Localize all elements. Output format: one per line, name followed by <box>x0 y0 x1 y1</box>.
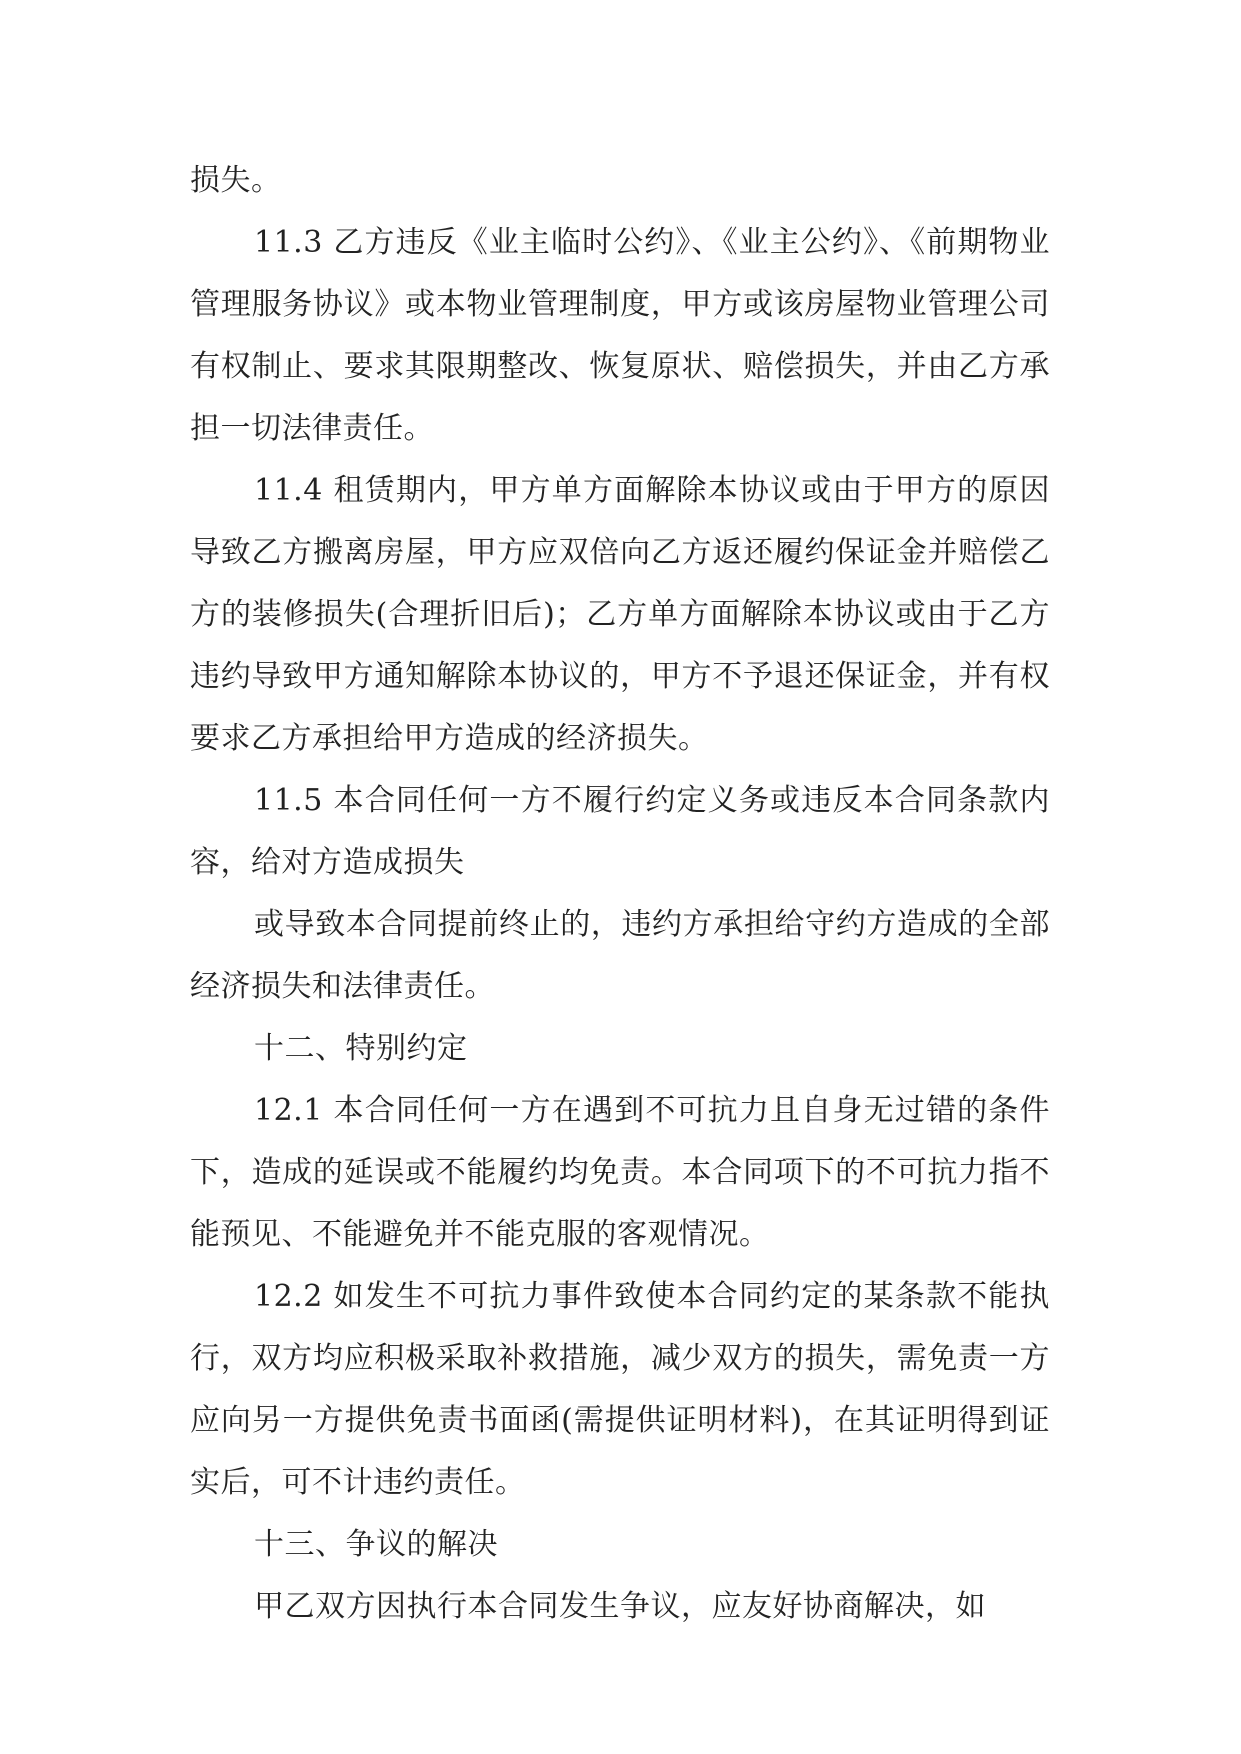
paragraph-11-4: 11.4 租赁期内，甲方单方面解除本协议或由于甲方的原因导致乙方搬离房屋，甲方应双倍向乙方返还履约保证金并赔偿乙方的装修损失(合理折旧后)；乙方单方面解除本协议或由于乙方违约导致甲方通知解除本协议的，甲方不予退还保证金，并有权要求乙方承担给甲方造成的经济损失。 <box>190 473 1050 756</box>
paragraph-12-2: 12.2 如发生不可抗力事件致使本合同约定的某条款不能执行，双方均应积极采取补救措施，减少双方的损失，需免责一方应向另一方提供免责书面函(需提供证明材料)，在其证明得到证实后，可不计违约责任。 <box>190 1279 1050 1500</box>
section-heading-12: 十二、特别约定 <box>254 1031 468 1066</box>
paragraph-11-5-continued: 或导致本合同提前终止的，违约方承担给守约方造成的全部经济损失和法律责任。 <box>190 907 1050 1004</box>
section-heading-13: 十三、争议的解决 <box>254 1527 498 1562</box>
paragraph-12-1: 12.1 本合同任何一方在遇到不可抗力且自身无过错的条件下，造成的延误或不能履约均免责。本合同项下的不可抗力指不能预见、不能避免并不能克服的客观情况。 <box>190 1093 1050 1252</box>
document-body <box>190 150 1050 1638</box>
paragraph-loss-end: 损失。 <box>190 163 282 198</box>
paragraph-11-3: 11.3 乙方违反《业主临时公约》、《业主公约》、《前期物业管理服务协议》或本物业管理制度，甲方或该房屋物业管理公司有权制止、要求其限期整改、恢复原状、赔偿损失，并由乙方承担一切法律责任。 <box>190 225 1050 446</box>
paragraph-13-dispute: 甲乙双方因执行本合同发生争议，应友好协商解决，如 <box>254 1589 986 1624</box>
paragraph-11-5: 11.5 本合同任何一方不履行约定义务或违反本合同条款内容，给对方造成损失 <box>190 783 1050 880</box>
